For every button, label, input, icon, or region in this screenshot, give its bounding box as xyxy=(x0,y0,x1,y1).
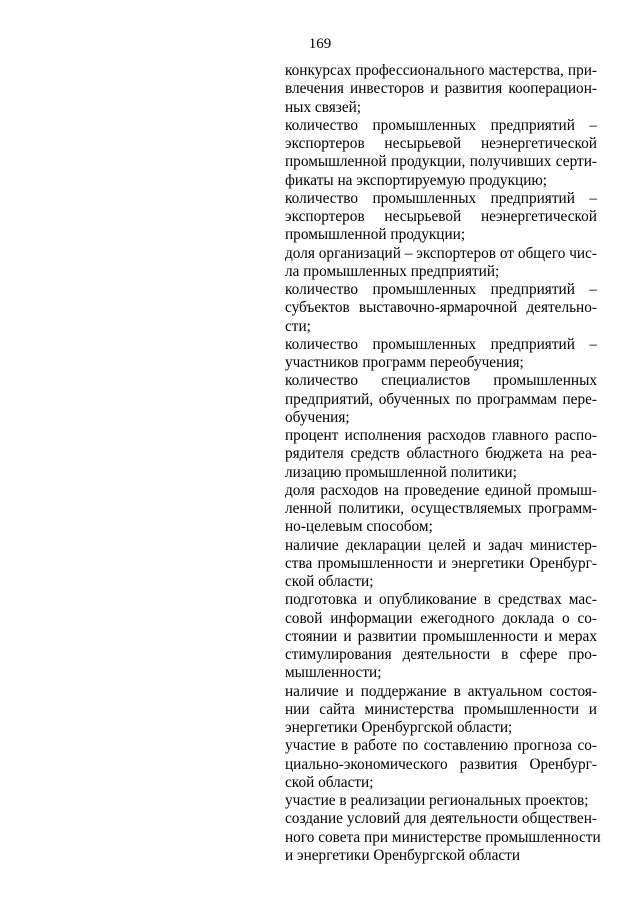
text-line: участие в реализации региональных проектов; xyxy=(285,792,589,809)
list-item xyxy=(285,427,597,482)
text-line: ленной политики, осуществляемых программ- xyxy=(285,500,597,517)
text-line: ных связей; xyxy=(285,98,362,116)
page-number: 169 xyxy=(308,36,332,52)
list-item xyxy=(285,737,597,792)
text-line: наличие декларации целей и задач министер- xyxy=(285,536,597,554)
text-line: ской области; xyxy=(285,573,374,590)
text-line: но-целевым способом; xyxy=(285,518,433,536)
text-line: наличие и поддержание в актуальном состоя- xyxy=(285,682,597,700)
text-line: сти; xyxy=(285,317,311,335)
text-line: создание условий для деятельности обществен- xyxy=(285,810,597,828)
text-line: экспортеров несырьевой неэнергетической xyxy=(285,135,597,152)
text-line: ской области; xyxy=(285,773,374,791)
list-item xyxy=(285,281,597,336)
text-line: нии сайта министерства промышленности и xyxy=(285,700,597,718)
text-line: участие в работе по составлению прогноза со- xyxy=(285,737,597,755)
list-item xyxy=(285,810,601,865)
list-item xyxy=(285,591,597,682)
list-item xyxy=(285,62,597,117)
list-item xyxy=(285,792,597,810)
text-line: подготовка и опубликование в средствах мас- xyxy=(285,591,597,609)
text-line: доля организаций – экспортеров от общего чис- xyxy=(285,244,597,262)
text-line: ства промышленности и энергетики Оренбург- xyxy=(285,554,597,572)
text-line: процент исполнения расходов главного распо- xyxy=(285,427,597,444)
list-item xyxy=(285,336,597,373)
text-line: количество промышленных предприятий – xyxy=(285,116,597,134)
text-line: количество специалистов промышленных xyxy=(285,372,597,390)
text-line: промышленной продукции; xyxy=(285,226,466,244)
text-line: рядителя средств областного бюджета на реа- xyxy=(285,445,597,463)
document-body xyxy=(285,62,601,865)
list-item xyxy=(285,482,597,537)
text-line: участников программ переобучения; xyxy=(285,354,524,371)
list-item xyxy=(285,245,597,282)
list-item xyxy=(285,372,597,427)
list-item xyxy=(285,190,597,245)
text-line: количество промышленных предприятий – xyxy=(285,335,597,353)
text-line: мышленности; xyxy=(285,664,382,682)
text-line: стимулирования деятельности в сфере про- xyxy=(285,646,597,663)
text-line: промышленной продукции, получивших серти- xyxy=(285,153,597,171)
list-item xyxy=(285,683,597,738)
text-line: предприятий, обученных по программам пере- xyxy=(285,390,597,408)
text-line: субъектов выставочно-ярмарочной деятельно- xyxy=(285,299,597,317)
text-line: лизацию промышленной политики; xyxy=(285,463,517,481)
text-line: и энергетики Оренбургской области xyxy=(285,846,521,864)
text-line: циально-экономического развития Оренбург- xyxy=(285,755,597,773)
text-line: ла промышленных предприятий; xyxy=(285,262,500,280)
text-line: ного совета при министерстве промышленности xyxy=(285,828,601,846)
text-line: доля расходов на проведение единой промыш- xyxy=(285,481,597,499)
text-line: стоянии и развитии промышленности и мерах xyxy=(285,627,597,645)
list-item xyxy=(285,537,597,592)
text-line: обучения; xyxy=(285,408,350,426)
list-item xyxy=(285,117,597,190)
text-line: количество промышленных предприятий – xyxy=(285,189,597,207)
text-line: количество промышленных предприятий – xyxy=(285,281,597,298)
text-line: совой информации ежегодного доклада о со- xyxy=(285,609,597,627)
text-line: экспортеров несырьевой неэнергетической xyxy=(285,208,597,225)
text-line: влечения инвесторов и развития кооперацион- xyxy=(285,80,597,98)
text-line: энергетики Оренбургской области; xyxy=(285,719,513,736)
text-line: конкурсах профессионального мастерства, при- xyxy=(285,62,597,79)
text-line: фикаты на экспортируемую продукцию; xyxy=(285,171,548,189)
